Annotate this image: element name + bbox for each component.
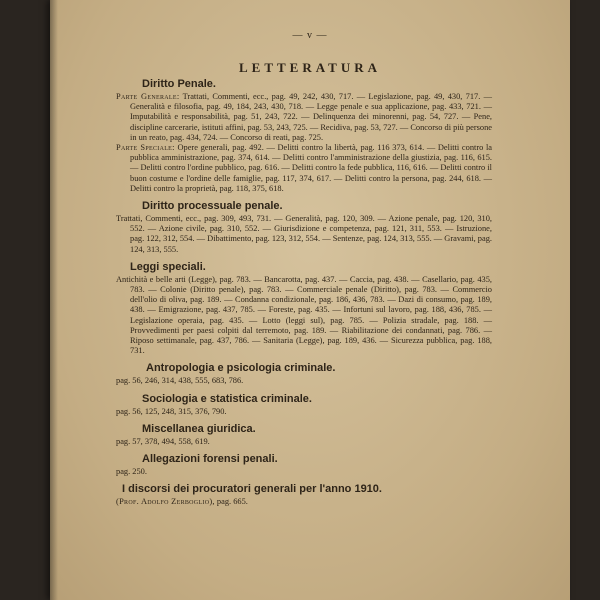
index-paragraph xyxy=(116,376,492,386)
section-heading-diritto-processuale: Diritto processuale penale. xyxy=(142,200,283,213)
index-paragraph xyxy=(116,92,492,143)
section-heading-allegazioni: Allegazioni forensi penali. xyxy=(142,453,278,466)
paragraph-text: Antichità e belle arti (Legge), pag. 783. — Bancarotta, pag. 437. — Caccia, pag. 438. — Casellario, pag. 435, 783. — Colonie (Diritto penale), pag. 783. — Commerciale penale (Diritto), pag. 783. — Commercio dell'olio di oliva, pag. 189. — Condanna condizionale, pag. 186, 436, 783. — Dazi di consumo, pag. 189, 438. — Emigrazione, pag. 437, 785. — Foreste, pag. 435. — Infortuni sul lavoro, pag. 188, 436, 785. — Legislazione operaia, pag. 435. — Lotto (leggi sul), pag. 785. — Polizia stradale, pag. 188. — Provvedimenti per paesi colpiti dal terremoto, pag. 189. — Riabilitazione dei condannati, pag. 786. — Riposo settimanale, pag. 437, 786. — Sanitaria (Legge), pag. 189, 436. — Sicurezza pubblica, pag. 188, 731. xyxy=(116,274,492,356)
paragraph-text: Trattati, Commenti, ecc., pag. 309, 493, 731. — Generalità, pag. 120, 309. — Azione penale, pag. 120, 310, 552. — Azione civile, pag. 310, 552. — Giurisdizione e competenza, pag. 121, 311, 553. — Istruzione, pag. 122, 312, 554. — Dibattimento, pag. 123, 312, 554. — Sentenze, pag. 124, 313, 555. — Gravami, pag. 124, 313, 555. xyxy=(116,214,492,254)
index-paragraph xyxy=(116,143,492,194)
section-heading-discorsi: I discorsi dei procuratori generali per l'anno 1910. xyxy=(122,483,382,496)
page-number: — v — xyxy=(292,30,328,41)
paragraph-text: pag. 56, 246, 314, 438, 555, 683, 786. xyxy=(116,376,244,386)
index-paragraph xyxy=(116,275,492,357)
page-fold-shadow xyxy=(50,0,58,600)
page-title: LETTERATURA xyxy=(238,60,381,75)
paragraph-text: Opere generali, pag. 492. — Delitti contro la libertà, pag. 116 373, 614. — Delitti contro la pubblica amministrazione, pag. 374, 614. — Delitti contro l'amministrazione della giustizia, pag. 116, 615. — Delitti contro l'ordine pubblico, pag. 616. — Delitti contro la fede pubblica, 116, 616. — Delitti contro il buon costume e l'ordine delle famiglie, pag. 117, 374, 617. — Delitti contro la persona, pag. 244, 618. — Delitti contro la proprietà, pag. 118, 375, 618. xyxy=(130,143,493,193)
paragraph-text: Trattati, Commenti, ecc., pag. 49, 242, 430, 717. — Legislazione, pag. 49, 430, 717. — Generalità e filosofia, pag. 49, 184, 243, 430, 718. — Legge penale e sua applicazione, pag. 433, 721. — Imputabilità e responsabilità, pag. 51, 243, 722. — Delinquenza dei minorenni, pag. 54, 727. — Pene, discipline carcerarie, istituti affini, pag. 53, 243, 725. — Recidiva, pag. 53, 727. — Concorso di più persone in un reato, pag. 434, 724. — Concorso di reati, pag. 725. xyxy=(130,92,492,142)
index-paragraph xyxy=(116,407,492,417)
paragraph-text: pag. 56, 125, 248, 315, 376, 790. xyxy=(116,406,227,416)
section-heading-antropologia: Antropologia e psicologia criminale. xyxy=(146,362,336,375)
index-paragraph xyxy=(116,497,492,507)
index-paragraph xyxy=(116,467,492,477)
section-heading-sociologia: Sociologia e statistica criminale. xyxy=(142,392,312,405)
index-content xyxy=(116,78,492,507)
paragraph-lead: (Prof. Adolfo Zerboglio), xyxy=(116,497,215,507)
paragraph-text: pag. 250. xyxy=(116,467,147,477)
paragraph-lead: Parte Speciale: xyxy=(116,143,175,153)
paragraph-text: pag. 57, 378, 494, 558, 619. xyxy=(116,436,210,446)
section-heading-miscellanea: Miscellanea giuridica. xyxy=(142,422,256,435)
index-paragraph xyxy=(116,214,492,255)
paragraph-text: pag. 665. xyxy=(216,497,248,507)
index-paragraph xyxy=(116,437,492,447)
paragraph-lead: Parte Generale: xyxy=(116,92,180,101)
section-heading-leggi-speciali: Leggi speciali. xyxy=(130,260,206,273)
book-page xyxy=(50,0,570,600)
section-heading-diritto-penale: Diritto Penale. xyxy=(142,78,216,90)
